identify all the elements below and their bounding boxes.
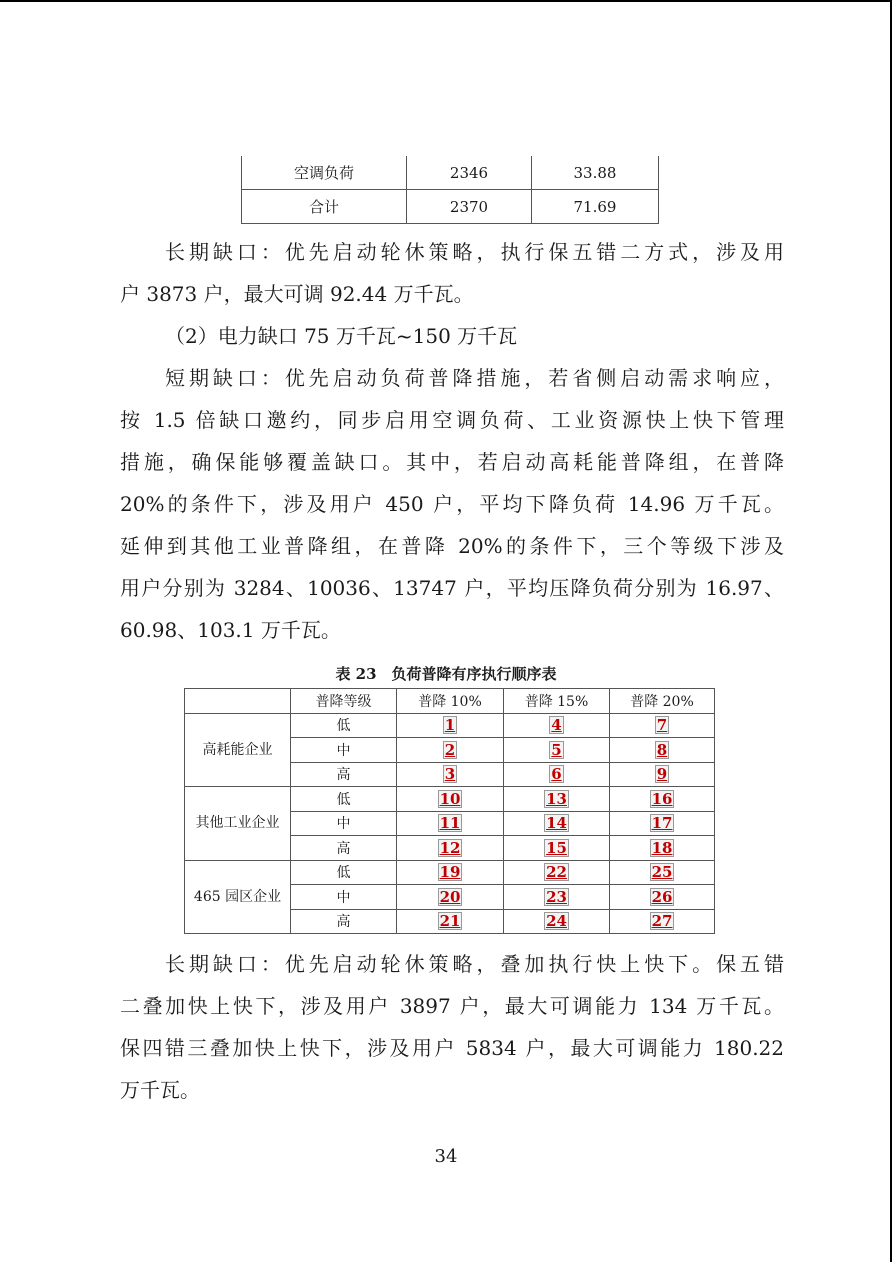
- header-cell: 普降等级: [291, 689, 397, 714]
- order-cell: [504, 787, 610, 812]
- order-number: 10: [439, 789, 461, 808]
- order-cell: [504, 860, 610, 885]
- table-caption: 表 23 负荷普降有序执行顺序表: [335, 665, 557, 683]
- order-number: 6: [551, 765, 562, 784]
- paragraph-line: 保四错三叠加快上快下，涉及用户 5834 户，最大可调能力 180.22: [120, 1036, 784, 1060]
- order-cell: [504, 811, 610, 836]
- order-cell: [504, 909, 610, 934]
- order-cell: [504, 762, 610, 787]
- paragraph-line: 用户分别为 3284、10036、13747 户，平均压降负荷分别为 16.97、: [120, 576, 784, 600]
- order-number: 11: [439, 814, 461, 833]
- group-label: 高耗能企业: [185, 713, 291, 787]
- order-cell: [610, 738, 715, 763]
- table-row: [185, 787, 715, 812]
- order-number: 4: [551, 716, 562, 735]
- section-heading: （2）电力缺口 75 万千瓦~150 万千瓦: [165, 324, 518, 348]
- order-number: 15: [546, 838, 567, 857]
- table-row: [185, 713, 715, 738]
- order-number: 20: [439, 887, 461, 906]
- order-cell: [610, 787, 715, 812]
- continuation-table: [241, 156, 659, 224]
- load-reduction-order-table: [184, 688, 715, 934]
- order-cell: [610, 836, 715, 861]
- order-number: 23: [546, 887, 567, 906]
- header-cell: 普降 20%: [610, 689, 715, 714]
- paragraph-line: 户 3873 户，最大可调 92.44 万千瓦。: [120, 282, 474, 306]
- paragraph-line: 按 1.5 倍缺口邀约，同步启用空调负荷、工业资源快上快下管理: [120, 408, 784, 432]
- group-label: 其他工业企业: [185, 787, 291, 861]
- order-cell: [397, 860, 504, 885]
- order-number: 17: [651, 814, 673, 833]
- group-label: 465 园区企业: [185, 860, 291, 934]
- level-cell: 高: [291, 909, 397, 934]
- level-cell: 低: [291, 787, 397, 812]
- header-cell: 普降 15%: [504, 689, 610, 714]
- table-cell: 71.69: [532, 190, 659, 224]
- level-cell: 中: [291, 738, 397, 763]
- order-cell: [397, 836, 504, 861]
- order-cell: [504, 836, 610, 861]
- order-number: 12: [439, 838, 461, 857]
- table-cell: 33.88: [532, 156, 659, 190]
- order-number: 8: [656, 740, 668, 759]
- order-cell: [504, 738, 610, 763]
- order-number: 19: [439, 863, 461, 882]
- order-number: 14: [546, 814, 567, 833]
- order-cell: [397, 811, 504, 836]
- order-cell: [610, 860, 715, 885]
- paragraph-line: 延伸到其他工业普降组，在普降 20%的条件下，三个等级下涉及: [120, 534, 784, 558]
- order-number: 5: [551, 740, 562, 759]
- order-number: 3: [444, 765, 456, 784]
- order-cell: [610, 909, 715, 934]
- order-number: 9: [656, 765, 668, 784]
- paragraph-line: 长期缺口：优先启动轮休策略，执行保五错二方式，涉及用: [165, 240, 784, 264]
- order-number: 7: [656, 716, 668, 735]
- order-cell: [504, 885, 610, 910]
- paragraph-line: 60.98、103.1 万千瓦。: [120, 618, 341, 642]
- page-number: 34: [434, 1146, 458, 1167]
- order-number: 24: [546, 912, 567, 931]
- order-number: 2: [444, 740, 456, 759]
- page-top-border: [0, 0, 892, 2]
- level-cell: 中: [291, 811, 397, 836]
- order-cell: [397, 787, 504, 812]
- table-cell: 空调负荷: [242, 156, 407, 190]
- order-number: 18: [651, 838, 673, 857]
- order-cell: [397, 762, 504, 787]
- paragraph-line: 万千瓦。: [120, 1078, 200, 1102]
- order-number: 21: [439, 912, 461, 931]
- table-header-row: [185, 689, 715, 714]
- header-cell: [185, 689, 291, 714]
- order-number: 13: [546, 789, 567, 808]
- paragraph-line: 短期缺口：优先启动负荷普降措施，若省侧启动需求响应，: [165, 366, 784, 390]
- order-cell: [610, 811, 715, 836]
- header-cell: 普降 10%: [397, 689, 504, 714]
- level-cell: 中: [291, 885, 397, 910]
- order-cell: [504, 713, 610, 738]
- order-number: 27: [651, 912, 673, 931]
- paragraph-line: 措施，确保能够覆盖缺口。其中，若启动高耗能普降组，在普降: [120, 450, 784, 474]
- order-number: 16: [651, 789, 673, 808]
- order-cell: [610, 885, 715, 910]
- paragraph-line: 20%的条件下，涉及用户 450 户，平均下降负荷 14.96 万千瓦。: [120, 492, 784, 516]
- order-number: 26: [651, 887, 673, 906]
- order-cell: [610, 713, 715, 738]
- order-cell: [397, 713, 504, 738]
- order-cell: [610, 762, 715, 787]
- order-number: 25: [651, 863, 673, 882]
- table-row: [242, 190, 659, 224]
- order-number: 1: [444, 716, 456, 735]
- table-row: [242, 156, 659, 190]
- table-cell: 2346: [407, 156, 532, 190]
- table-cell: 合计: [242, 190, 407, 224]
- paragraph-line: 长期缺口：优先启动轮休策略，叠加执行快上快下。保五错: [165, 952, 784, 976]
- order-cell: [397, 885, 504, 910]
- level-cell: 低: [291, 713, 397, 738]
- order-number: 22: [546, 863, 567, 882]
- level-cell: 低: [291, 860, 397, 885]
- order-cell: [397, 738, 504, 763]
- paragraph-line: 二叠加快上快下，涉及用户 3897 户，最大可调能力 134 万千瓦。: [120, 994, 784, 1018]
- order-cell: [397, 909, 504, 934]
- table-cell: 2370: [407, 190, 532, 224]
- level-cell: 高: [291, 836, 397, 861]
- table-row: [185, 860, 715, 885]
- level-cell: 高: [291, 762, 397, 787]
